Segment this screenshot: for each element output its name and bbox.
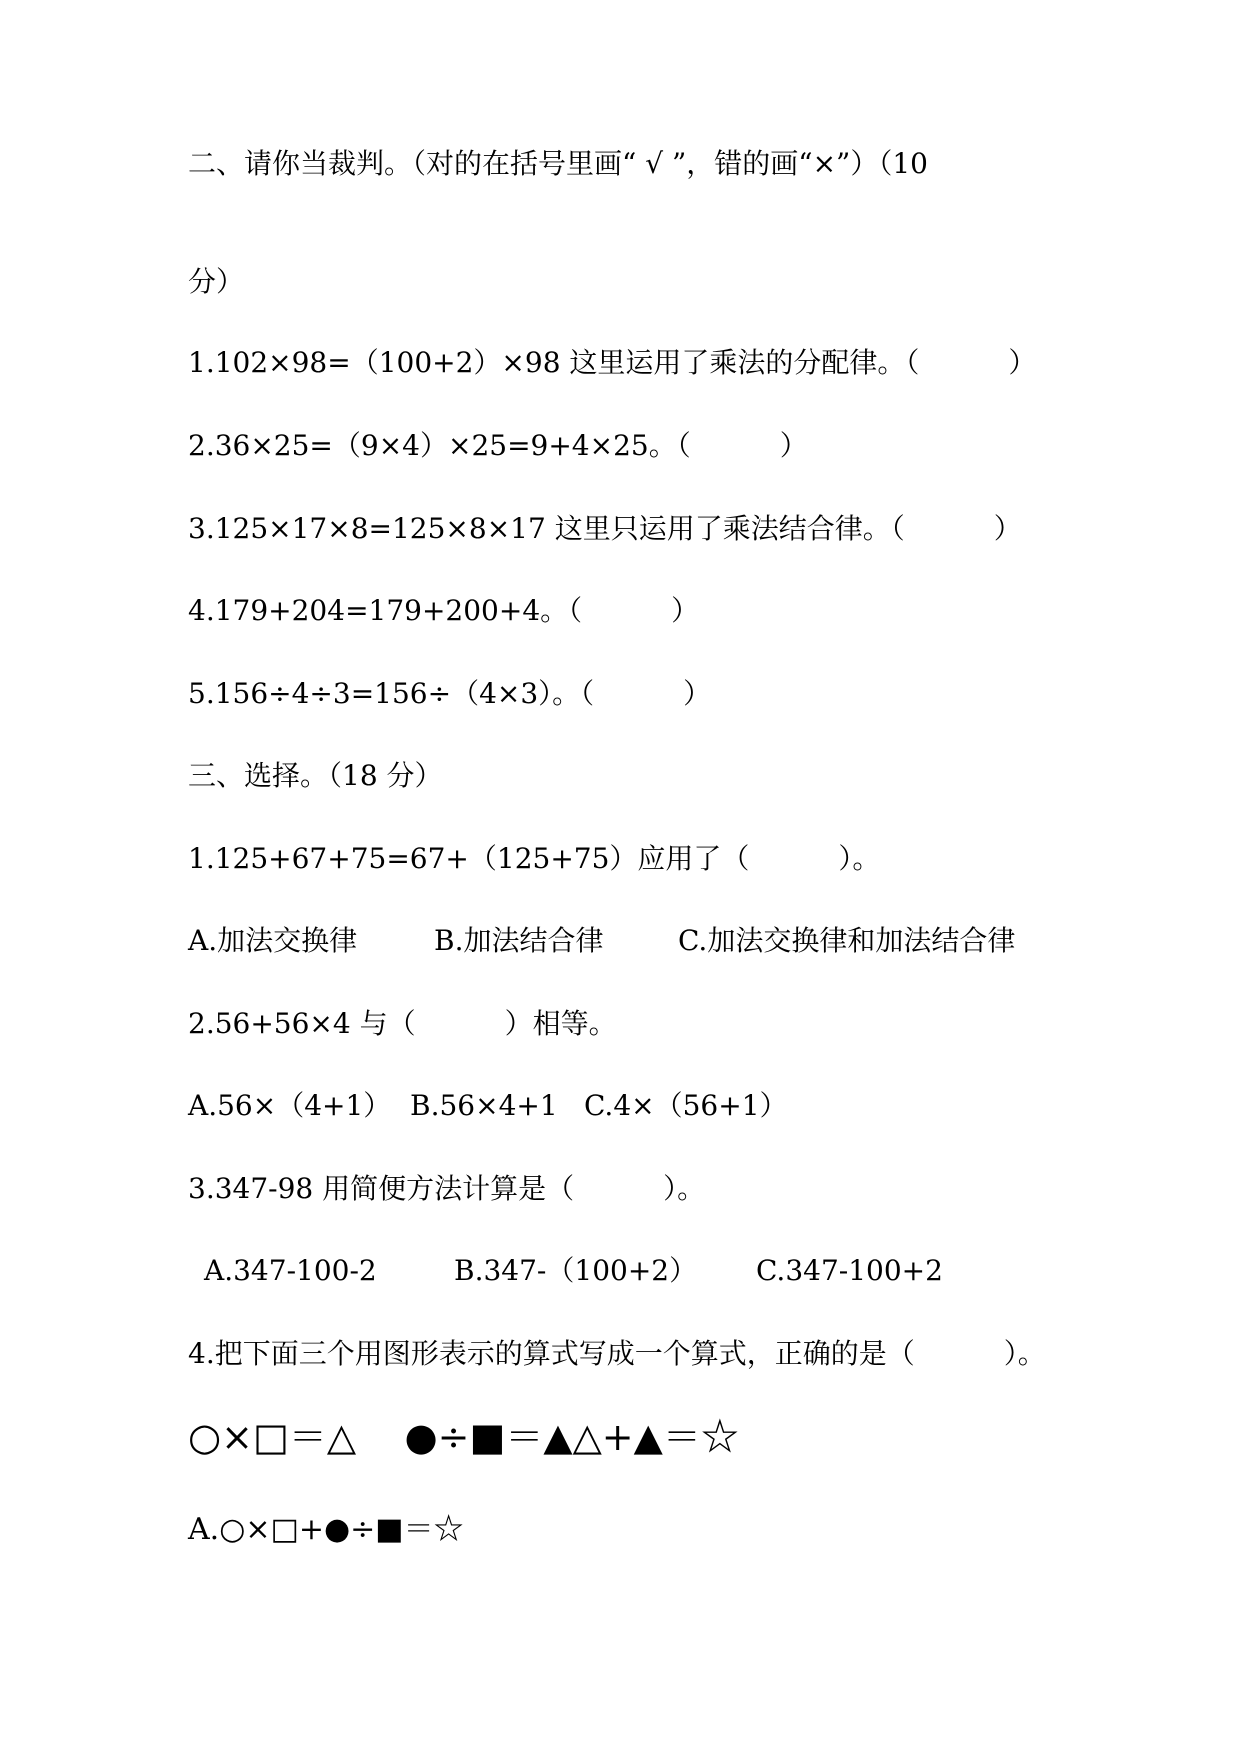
section3-title: 三、选择。（18 分） (188, 759, 443, 792)
question-1-stem: 1.125+67+75=67+（125+75）应用了（ ）。 (188, 842, 881, 875)
question-3-stem: 3.347-98 用简便方法计算是（ ）。 (188, 1172, 706, 1205)
question-4-stem: 4.把下面三个用图形表示的算式写成一个算式，正确的是（ ）。 (188, 1337, 1046, 1370)
section2-item-1: 1.102×98=（100+2）×98 这里运用了乘法的分配律。（ ） (188, 346, 1037, 379)
section2-title-line1: 二、请你当裁判。（对的在括号里画“ √ ”，错的画“×”）（10 (188, 147, 928, 180)
section2-title-line2: 分） (188, 265, 245, 298)
question-2-option-b: B.56×4+1 (410, 1089, 558, 1122)
question-4-formula: ○×□＝△ ●÷■＝▲△+▲＝☆ (188, 1415, 739, 1459)
question-4-option-a: A.○×□+●÷■＝☆ (188, 1512, 464, 1547)
question-1-option-c: C.加法交换律和加法结合律 (678, 924, 1016, 957)
section2-item-3: 3.125×17×8=125×8×17 这里只运用了乘法结合律。（ ） (188, 512, 1022, 545)
question-2-option-a: A.56×（4+1） (188, 1089, 392, 1122)
question-3-option-a: A.347-100-2 (204, 1254, 377, 1287)
question-3-option-b: B.347-（100+2） (454, 1254, 698, 1287)
question-1-option-a: A.加法交换律 (188, 924, 358, 957)
question-2-option-c: C.4×（56+1） (584, 1089, 788, 1122)
question-1-option-b: B.加法结合律 (434, 924, 604, 957)
section2-item-2: 2.36×25=（9×4）×25=9+4×25。（ ） (188, 429, 808, 462)
section2-item-4: 4.179+204=179+200+4。（ ） (188, 594, 700, 627)
question-2-stem: 2.56+56×4 与（ ）相等。 (188, 1007, 617, 1040)
question-3-option-c: C.347-100+2 (756, 1254, 943, 1287)
section2-item-5: 5.156÷4÷3=156÷（4×3）。（ ） (188, 677, 712, 710)
